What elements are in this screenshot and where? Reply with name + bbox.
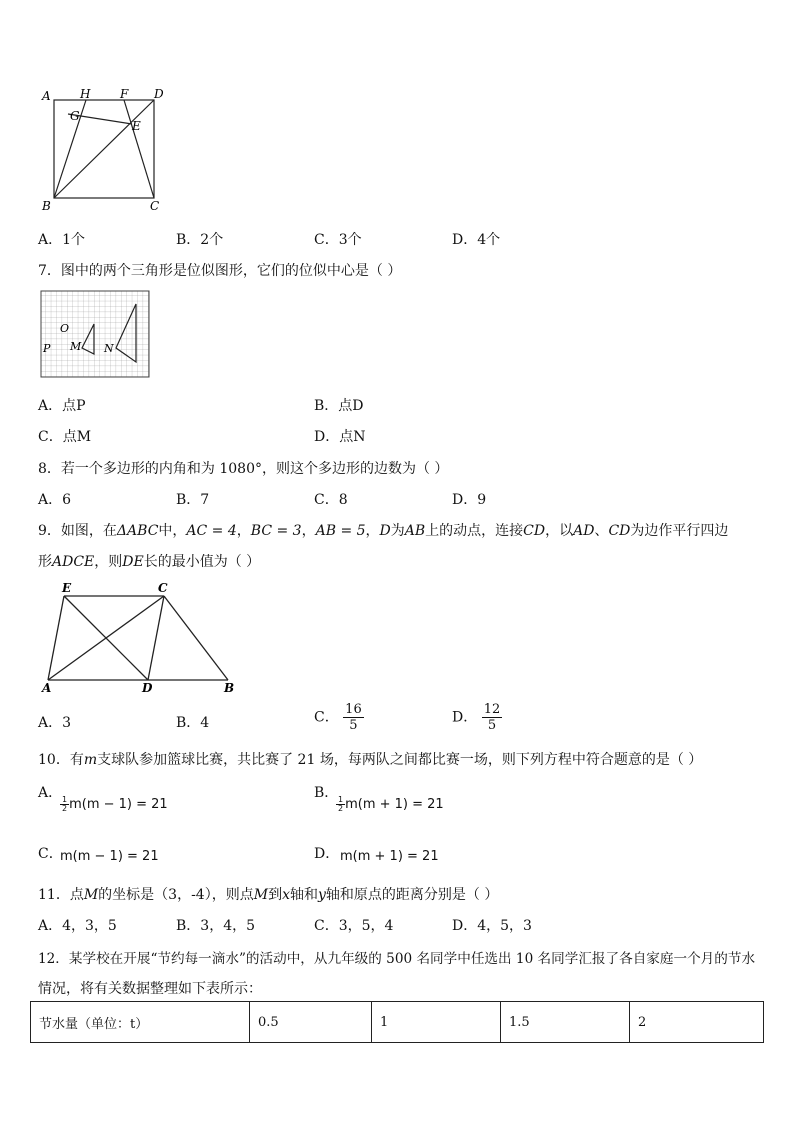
q9-figure xyxy=(38,578,238,696)
q9-label-c: C xyxy=(158,581,168,595)
q9-stem-line2: 形ADCE，则DE长的最小值为（ ） xyxy=(38,554,261,570)
q10-option-d-label[interactable]: D． xyxy=(314,846,340,862)
q7-label-p: P xyxy=(43,342,51,355)
q6-label-a: A xyxy=(42,89,51,103)
q12-stem-line1: 12．某学校在开展“节约每一滴水”的活动中，从九年级的 500 名同学中任选出 10 名同学汇报了各自家庭一个月的节水 xyxy=(38,951,756,967)
q7-option-c[interactable]: C．点M xyxy=(38,429,92,445)
q11-option-b[interactable]: B．3，4，5 xyxy=(176,918,256,934)
q12-stem-line2: 情况，将有关数据整理如下表所示： xyxy=(38,981,262,997)
q7-stem: 7．图中的两个三角形是位似图形，它们的位似中心是（ ） xyxy=(38,263,402,279)
q6-label-e: E xyxy=(132,119,141,133)
q8-option-b[interactable]: B．7 xyxy=(176,492,210,508)
table-cell: 1 xyxy=(372,1002,501,1043)
q7-option-d[interactable]: D．点N xyxy=(314,429,366,445)
q9-stem-line1: 9．如图，在ΔABC中，AC = 4，BC = 3，AB = 5，D为AB上的动点，连接CD，以AD、CD为边作平行四边 xyxy=(38,523,729,539)
q9-label-a: A xyxy=(42,681,52,695)
q7-label-o: O xyxy=(60,322,70,335)
q6-label-b: B xyxy=(42,199,51,213)
q6-option-d[interactable]: D．4个 xyxy=(452,232,501,248)
q9-label-b: B xyxy=(224,681,235,695)
q10-option-c-label[interactable]: C． xyxy=(38,846,63,862)
q7-grid-figure xyxy=(40,290,150,378)
q11-option-d[interactable]: D．4，5，3 xyxy=(452,918,532,934)
q6-label-d: D xyxy=(154,87,164,101)
table-cell: 2 xyxy=(630,1002,764,1043)
q9-side-cd xyxy=(148,596,164,680)
q10-option-a-label[interactable]: A． xyxy=(38,785,63,801)
q9-option-a[interactable]: A．3 xyxy=(38,715,72,731)
q7-option-a[interactable]: A．点P xyxy=(38,398,86,414)
q6-label-c: C xyxy=(150,199,160,213)
q7-label-n: N xyxy=(104,342,114,355)
q9-side-ae xyxy=(48,596,64,680)
q6-label-h: H xyxy=(80,87,91,101)
q6-option-b[interactable]: B．2个 xyxy=(176,232,224,248)
q9-option-d-fraction: $\frac{12}{5}$ xyxy=(483,702,501,733)
table-row xyxy=(31,1002,764,1043)
q8-option-c[interactable]: C．8 xyxy=(314,492,348,508)
q6-label-f: F xyxy=(120,87,129,101)
q9-diag-ed xyxy=(64,596,148,680)
q8-stem: 8．若一个多边形的内角和为 1080°，则这个多边形的边数为（ ） xyxy=(38,461,449,477)
q10-option-b-label[interactable]: B． xyxy=(314,785,339,801)
q11-option-c[interactable]: C．3，5，4 xyxy=(314,918,394,934)
q6-option-a[interactable]: A．1个 xyxy=(38,232,86,248)
table-cell-header: 节水量（单位：t） xyxy=(31,1002,250,1043)
q7-label-m: M xyxy=(70,340,82,353)
q9-option-d[interactable]: D． $\frac{12}{5}$ xyxy=(452,702,501,733)
q9-option-c-fraction: $\frac{16}{5}$ xyxy=(345,702,362,733)
q12-data-table xyxy=(30,1001,764,1043)
q10-option-c-expr[interactable]: m(m − 1) = 21 xyxy=(60,849,159,864)
table-cell: 1.5 xyxy=(501,1002,630,1043)
q9-option-b[interactable]: B．4 xyxy=(176,715,210,731)
q7-option-b[interactable]: B．点D xyxy=(314,398,364,414)
q9-option-c[interactable]: C． $\frac{16}{5}$ xyxy=(314,702,362,733)
q6-label-g: G xyxy=(70,109,80,123)
q10-option-a-expr[interactable]: $\frac{1}{2}$ m(m − 1) = 21 xyxy=(62,795,168,813)
q10-stem: 10．有m支球队参加篮球比赛，共比赛了 21 场，每两队之间都比赛一场，则下列方程中符合题意的是（ ） xyxy=(38,752,703,768)
q11-stem: 11．点M的坐标是（3，-4），则点M到x轴和y轴和原点的距离分别是（ ） xyxy=(38,887,499,903)
q11-option-a[interactable]: A．4，3，5 xyxy=(38,918,117,934)
table-cell: 0.5 xyxy=(250,1002,372,1043)
q9-label-d: D xyxy=(142,681,153,695)
q6-figure xyxy=(38,86,170,214)
q8-option-a[interactable]: A．6 xyxy=(38,492,72,508)
q8-option-d[interactable]: D．9 xyxy=(452,492,487,508)
q9-side-cb xyxy=(164,596,228,680)
q10-option-b-expr[interactable]: $\frac{1}{2}$ m(m + 1) = 21 xyxy=(338,795,444,813)
q10-option-d-expr[interactable]: m(m + 1) = 21 xyxy=(340,849,439,864)
q9-label-e: E xyxy=(62,581,72,595)
q6-option-c[interactable]: C．3个 xyxy=(314,232,362,248)
